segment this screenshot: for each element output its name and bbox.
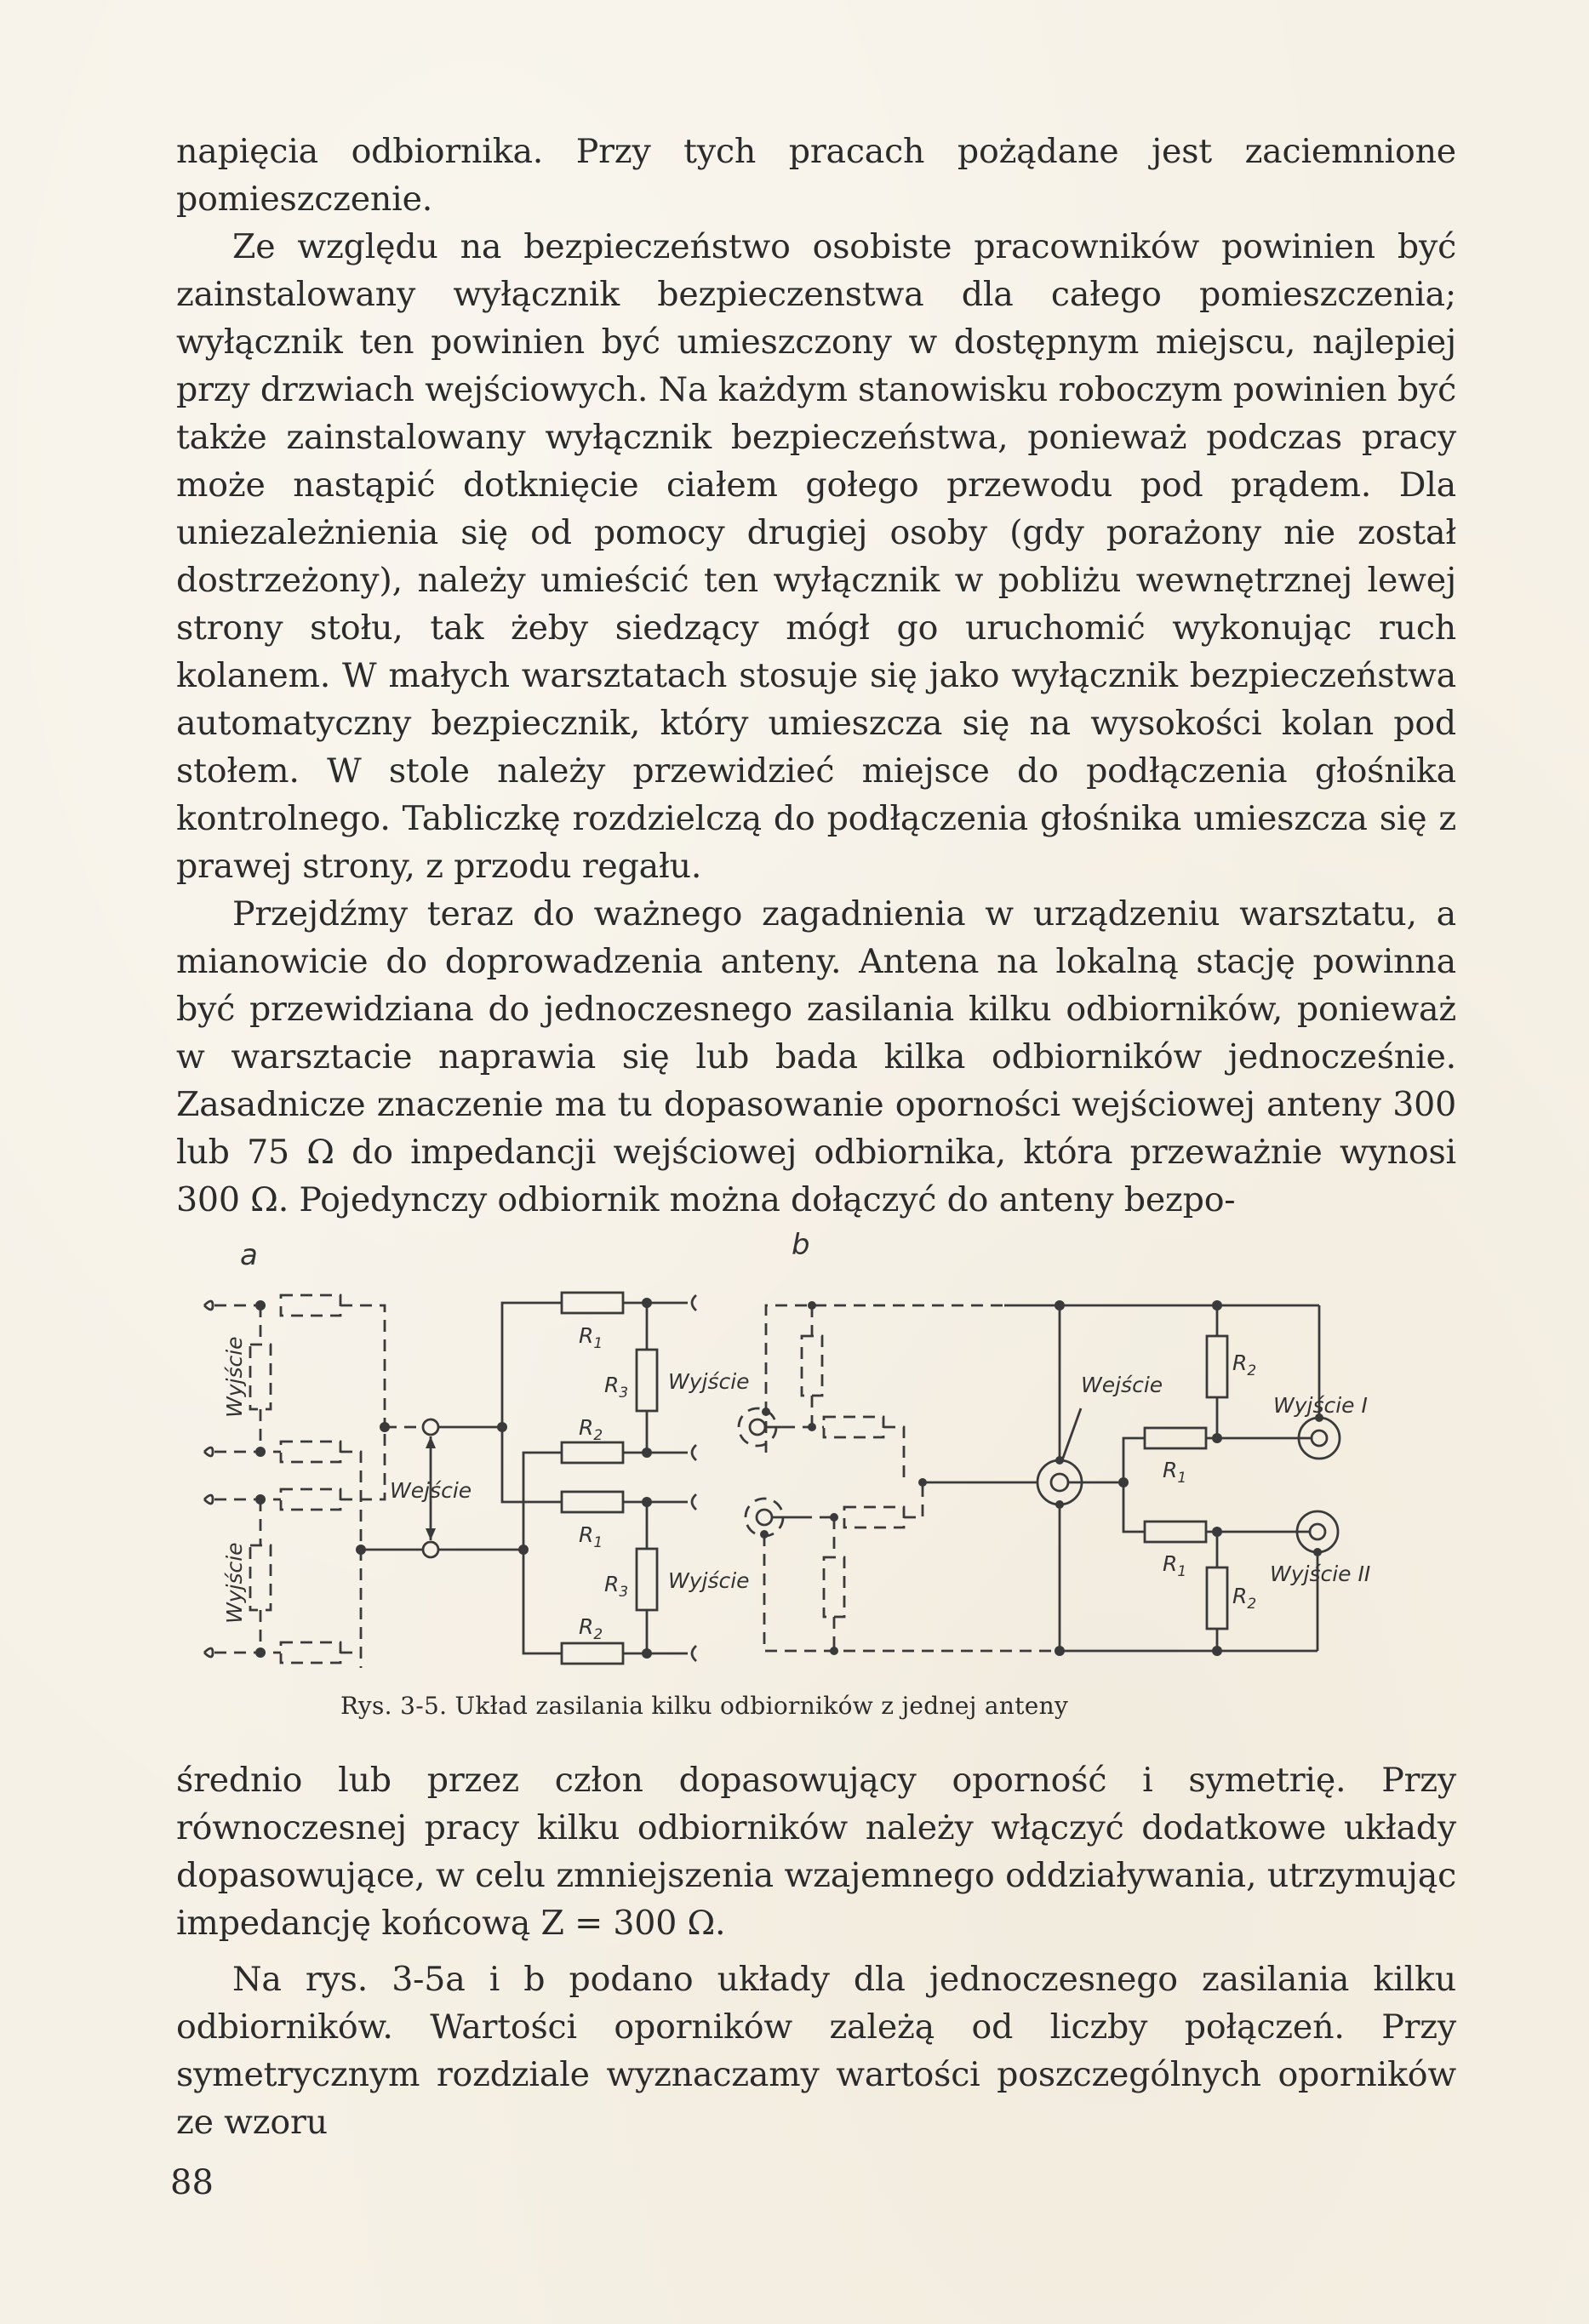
resistor-dashed <box>824 1557 844 1617</box>
input-terminal <box>423 1419 438 1435</box>
figure-caption: Rys. 3-5. Układ zasilania kilku odbiorników z jednej anteny <box>340 1692 1069 1720</box>
output-label: Wyjście II <box>1270 1562 1371 1586</box>
resistor-r3 <box>637 1350 657 1411</box>
body-text-top <box>176 128 1456 1224</box>
resistor-r3 <box>637 1549 657 1610</box>
resistor-r1 <box>562 1492 623 1512</box>
resistor-label: $R_3$ <box>604 1373 629 1402</box>
circuit-figure <box>204 1225 1371 1685</box>
junction <box>255 1447 266 1457</box>
resistor-dashed <box>802 1336 822 1396</box>
output-label: Wyjście <box>222 1336 247 1418</box>
input-section <box>356 1419 523 1557</box>
output-label: Wyjście <box>668 1568 750 1593</box>
paragraph: Ze względu na bezpieczeństwo osobiste pracowników powinien być zainstalowany wyłącznik bezpieczenstwa dla całego pomieszczenia; wyłącznik ten powinien być umieszczony w dostępnym miejscu, najlepiej przy drzwiach wejściowych. Na każdym stanowisku roboczym powinien być także zainstalowany wyłącznik bezpieczeństwa, ponieważ podczas pracy może nastąpić dotknięcie ciałem gołego przewodu pod prądem. Dla uniezależnienia się od pomocy drugiej osoby (gdy porażony nie został dostrzeżony), należy umieścić ten wyłącznik w pobliżu wewnętrznej lewej strony stołu, tak żeby siedzący mógł go uruchomić wykonując ruch kolanem. W małych warsztatach stosuje się jako wyłącznik bezpieczeństwa automatyczny bezpiecznik, który umieszcza się na wysokości kolan pod stołem. W stole należy przewidzieć miejsce do podłączenia głośnika kontrolnego. Tabliczkę rozdzielczą do podłączenia głośnika umieszcza się z prawej strony, z przodu regału. <box>176 227 1456 886</box>
left-dashed-network <box>204 1295 385 1668</box>
resistor-label: $R_1$ <box>579 1323 603 1352</box>
matching-network-b <box>923 1300 1370 1656</box>
resistor-label: $R_2$ <box>579 1614 603 1643</box>
resistor-dashed <box>281 1489 340 1510</box>
page-number: 88 <box>170 2163 214 2202</box>
resistor-r2 <box>562 1643 623 1664</box>
resistor-label: $R_1$ <box>579 1522 603 1551</box>
figure-part-label-b: b <box>792 1228 810 1262</box>
circuit-diagram <box>204 1225 1371 1685</box>
resistor-r2 <box>1207 1336 1227 1397</box>
resistor-label: $R_1$ <box>1163 1551 1187 1580</box>
output-label: Wyjście <box>668 1369 750 1394</box>
resistor-r1 <box>562 1293 623 1313</box>
resistor-dashed <box>824 1417 883 1437</box>
dashed-receiver-network <box>739 1301 1060 1655</box>
resistor-label: $R_2$ <box>1232 1350 1257 1379</box>
junction <box>255 1647 266 1658</box>
resistor-r1 <box>1145 1522 1206 1542</box>
body-text-bottom <box>176 1756 1456 2146</box>
junction <box>356 1545 366 1555</box>
output-terminal <box>692 1295 696 1310</box>
resistor-r2 <box>562 1442 623 1463</box>
output-terminal <box>204 1648 213 1657</box>
diagram-b <box>739 1300 1370 1656</box>
resistor-dashed <box>281 1642 340 1663</box>
resistor-r1 <box>1145 1428 1206 1448</box>
resistor-label: $R_2$ <box>1232 1584 1257 1613</box>
figure-part-label-a: a <box>240 1238 258 1272</box>
output-terminal <box>204 1495 213 1504</box>
resistor-dashed <box>250 1545 271 1610</box>
input-terminal <box>423 1542 438 1557</box>
paragraph: średnio lub przez człon dopasowujący oporność i symetrię. Przy równoczesnej pracy kilku odbiorników należy włączyć dodatkowe układy dopasowujące, w celu zmniejszenia wzajemnego oddziaływania, utrzymując impedancję końcową Z = 300 Ω. <box>176 1761 1456 1943</box>
paragraph: Przejdźmy teraz do ważnego zagadnienia w urządzeniu warsztatu, a mianowicie do doprowadzenia anteny. Antena na lokalną stację powinna być przewidziana do jednoczesnego zasilania kilku odbiorników, ponieważ w warsztacie naprawia się lub bada kilka odbiorników jednocześnie. Zasadnicze znaczenie ma tu dopasowanie oporności wejściowej anteny 300 lub 75 Ω do impedancji wejściowej odbiornika, która przeważnie wynosi 300 Ω. Pojedynczy odbiornik można dołączyć do anteny bezpo- <box>176 894 1456 1219</box>
paragraph: napięcia odbiornika. Przy tych pracach pożądane jest zaciemnione pomieszczenie. <box>176 132 1456 219</box>
diagram-a <box>204 1293 750 1668</box>
output-terminal <box>692 1445 696 1460</box>
input-label: Wejście <box>390 1478 472 1503</box>
resistor-label: $R_2$ <box>579 1415 603 1444</box>
output-label: Wyjście <box>222 1542 247 1624</box>
resistor-dashed <box>281 1295 340 1316</box>
output-terminal <box>692 1494 696 1510</box>
output-terminal <box>204 1301 213 1310</box>
output-terminal <box>204 1448 213 1456</box>
resistor-label: $R_3$ <box>604 1572 629 1601</box>
output-terminal <box>692 1646 696 1661</box>
output-label: Wyjście I <box>1273 1393 1368 1418</box>
input-label: Wejście <box>1081 1373 1163 1397</box>
resistor-label: $R_1$ <box>1163 1458 1187 1487</box>
resistor-dashed <box>844 1507 904 1527</box>
resistor-dashed <box>250 1345 271 1409</box>
paragraph: Na rys. 3-5a i b podano układy dla jednoczesnego zasilania kilku odbiorników. Wartości oporników zależą od liczby połączeń. Przy symetrycznym rozdziale wyznaczamy wartości poszczególnych oporników ze wzoru <box>176 1960 1456 2142</box>
resistor-r2 <box>1207 1567 1227 1629</box>
matching-network <box>497 1293 750 1664</box>
resistor-dashed <box>281 1442 340 1462</box>
